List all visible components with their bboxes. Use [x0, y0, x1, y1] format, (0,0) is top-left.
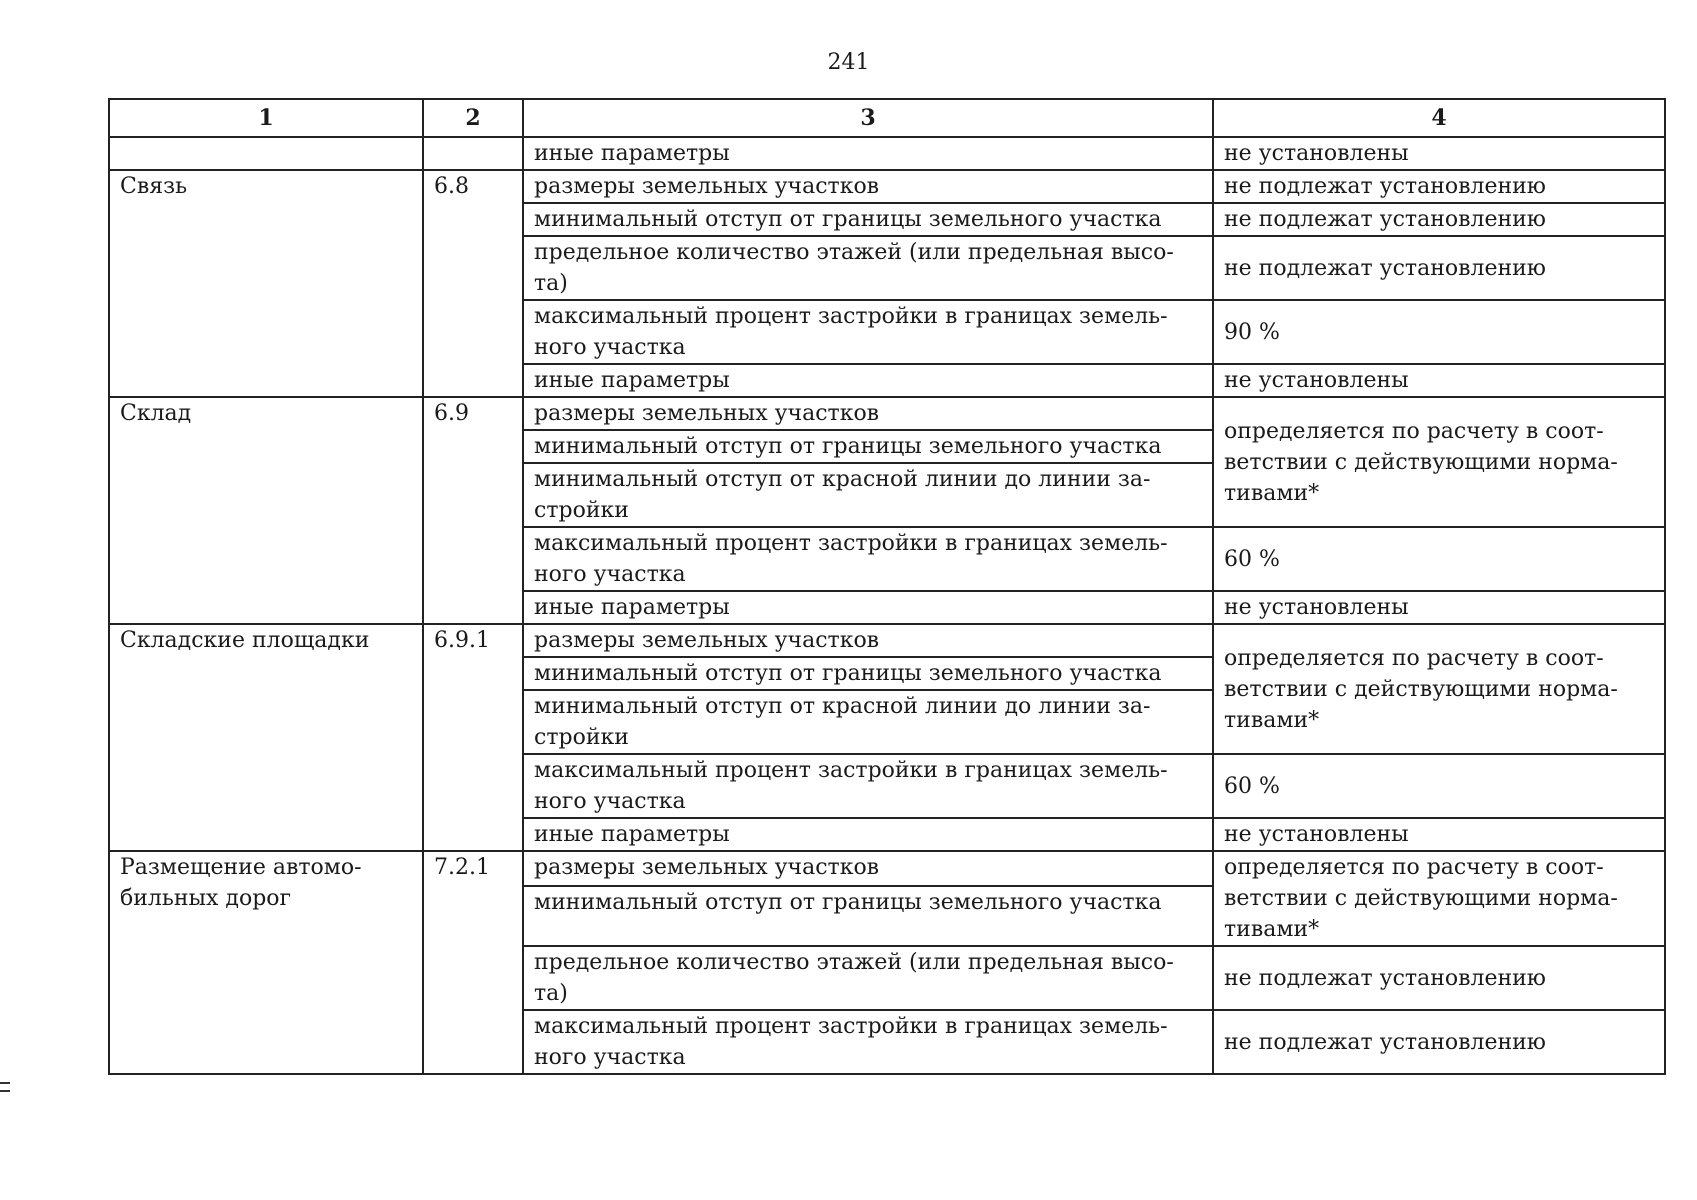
value-cell: не подлежат установлению: [1213, 946, 1665, 1010]
header-col-2: 2: [423, 99, 523, 137]
param-cell: минимальный отступ от границы земельного участка: [523, 203, 1213, 236]
param-cell: размеры земельных участков: [523, 170, 1213, 203]
value-cell: не подлежат установлению: [1213, 236, 1665, 300]
param-cell: минимальный отступ от границы земельного участка: [523, 886, 1213, 946]
merged-value-cell: определяется по расчету в соот-ветствии с действующими норма-тивами*: [1213, 851, 1665, 946]
param-cell: минимальный отступ от красной линии до линии за-стройки: [523, 463, 1213, 527]
param-cell: минимальный отступ от границы земельного участка: [523, 657, 1213, 690]
header-col-4: 4: [1213, 99, 1665, 137]
use-name-cell: Связь: [109, 170, 423, 397]
value-cell: не подлежат установлению: [1213, 170, 1665, 203]
use-name-cell: Склад: [109, 397, 423, 624]
param-cell: размеры земельных участков: [523, 851, 1213, 886]
param-cell: максимальный процент застройки в границах земель-ного участка: [523, 754, 1213, 818]
param-cell: предельное количество этажей (или предельная высо-та): [523, 946, 1213, 1010]
margin-mark: [0, 1090, 10, 1092]
param-cell: иные параметры: [523, 137, 1213, 170]
header-row: [109, 99, 1665, 137]
margin-mark: [0, 1082, 10, 1084]
param-cell: минимальный отступ от красной линии до линии за-стройки: [523, 690, 1213, 754]
param-cell: иные параметры: [523, 364, 1213, 397]
use-code-cell: 6.9.1: [423, 624, 523, 851]
value-cell: 60 %: [1213, 754, 1665, 818]
use-name-cell: [109, 137, 423, 170]
table-row: [109, 397, 1665, 430]
param-cell: размеры земельных участков: [523, 624, 1213, 657]
param-cell: минимальный отступ от границы земельного участка: [523, 430, 1213, 463]
value-cell: 60 %: [1213, 527, 1665, 591]
use-name-cell: Размещение автомо-бильных дорог: [109, 851, 423, 1074]
value-cell: не подлежат установлению: [1213, 203, 1665, 236]
regulations-table: [108, 98, 1666, 1075]
param-cell: максимальный процент застройки в границах земель-ного участка: [523, 527, 1213, 591]
param-cell: иные параметры: [523, 818, 1213, 851]
use-code-cell: 6.9: [423, 397, 523, 624]
value-cell: не установлены: [1213, 137, 1665, 170]
use-code-cell: 7.2.1: [423, 851, 523, 1074]
param-cell: предельное количество этажей (или предельная высо-та): [523, 236, 1213, 300]
value-cell: не установлены: [1213, 591, 1665, 624]
table-row: [109, 851, 1665, 886]
header-col-1: 1: [109, 99, 423, 137]
value-cell: 90 %: [1213, 300, 1665, 364]
table-row: [109, 170, 1665, 203]
param-cell: иные параметры: [523, 591, 1213, 624]
use-code-cell: 6.8: [423, 170, 523, 397]
value-cell: не установлены: [1213, 818, 1665, 851]
table-row: [109, 137, 1665, 170]
table-row: [109, 624, 1665, 657]
header-col-3: 3: [523, 99, 1213, 137]
merged-value-cell: определяется по расчету в соот-ветствии с действующими норма-тивами*: [1213, 397, 1665, 527]
value-cell: не установлены: [1213, 364, 1665, 397]
param-cell: максимальный процент застройки в границах земель-ного участка: [523, 1010, 1213, 1074]
param-cell: размеры земельных участков: [523, 397, 1213, 430]
page-number: 241: [827, 50, 870, 75]
param-cell: максимальный процент застройки в границах земель-ного участка: [523, 300, 1213, 364]
merged-value-cell: определяется по расчету в соот-ветствии с действующими норма-тивами*: [1213, 624, 1665, 754]
value-cell: не подлежат установлению: [1213, 1010, 1665, 1074]
use-name-cell: Складские площадки: [109, 624, 423, 851]
use-code-cell: [423, 137, 523, 170]
